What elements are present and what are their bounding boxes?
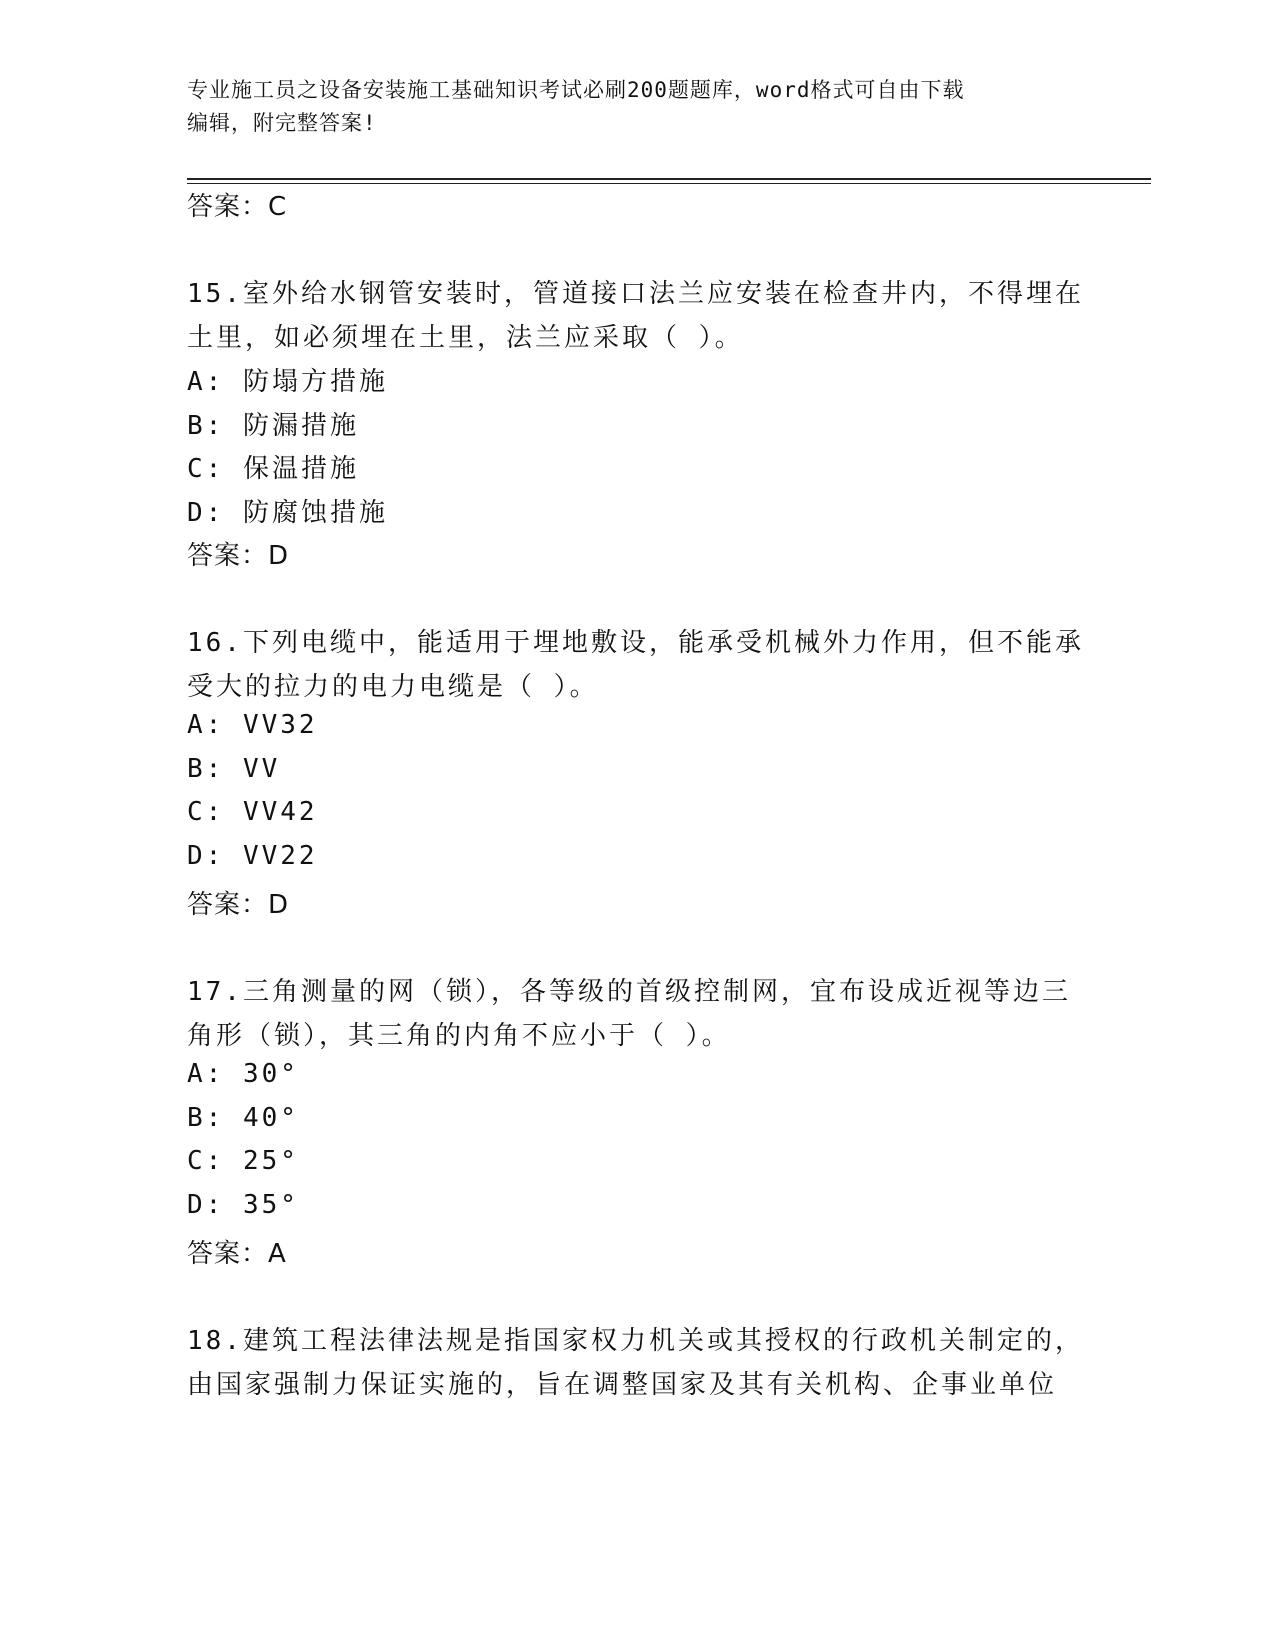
option-d: D: 防腐蚀措施: [187, 498, 388, 528]
question-stem-line: 受大的拉力的电力电缆是（ ）。: [187, 672, 599, 702]
option-a: A: VV32: [187, 710, 318, 740]
option-c: C: 保温措施: [187, 454, 359, 484]
option-c: C: 25°: [187, 1146, 299, 1176]
option-c: C: VV42: [187, 797, 318, 827]
option-a: A: 30°: [187, 1059, 299, 1089]
question-stem-line: 18.建筑工程法律法规是指国家权力机关或其授权的行政机关制定的，: [187, 1326, 1084, 1356]
question-stem-line: 土里，如必须埋在土里，法兰应采取（ ）。: [187, 323, 744, 353]
previous-answer: 答案：C: [187, 192, 288, 222]
question-stem-line: 15.室外给水钢管安装时，管道接口法兰应安装在检查井内，不得埋在: [187, 279, 1084, 309]
option-a: A: 防塌方措施: [187, 367, 388, 397]
answer: 答案：D: [187, 890, 290, 920]
option-b: B: 防漏措施: [187, 411, 359, 441]
header-divider-thick: [187, 178, 1151, 180]
answer: 答案：A: [187, 1239, 287, 1269]
question-stem-line: 16.下列电缆中，能适用于埋地敷设，能承受机械外力作用，但不能承: [187, 628, 1084, 658]
question-stem-line: 角形（锁），其三角的内角不应小于（ ）。: [187, 1021, 731, 1051]
question-stem-line: 由国家强制力保证实施的，旨在调整国家及其有关机构、企事业单位: [187, 1370, 1058, 1400]
option-d: D: 35°: [187, 1190, 299, 1220]
document-header: [187, 74, 1087, 140]
option-b: B: VV: [187, 754, 281, 784]
answer: 答案：D: [187, 541, 290, 571]
header-divider-thin: [187, 183, 1151, 184]
question-stem-line: 17.三角测量的网（锁），各等级的首级控制网，宜布设成近视等边三: [187, 977, 1071, 1007]
header-title-line-1: 专业施工员之设备安装施工基础知识考试必刷200题题库，word格式可自由下载: [187, 78, 965, 102]
header-title-line-2: 编辑，附完整答案!: [187, 111, 377, 135]
option-b: B: 40°: [187, 1103, 299, 1133]
option-d: D: VV22: [187, 841, 318, 871]
